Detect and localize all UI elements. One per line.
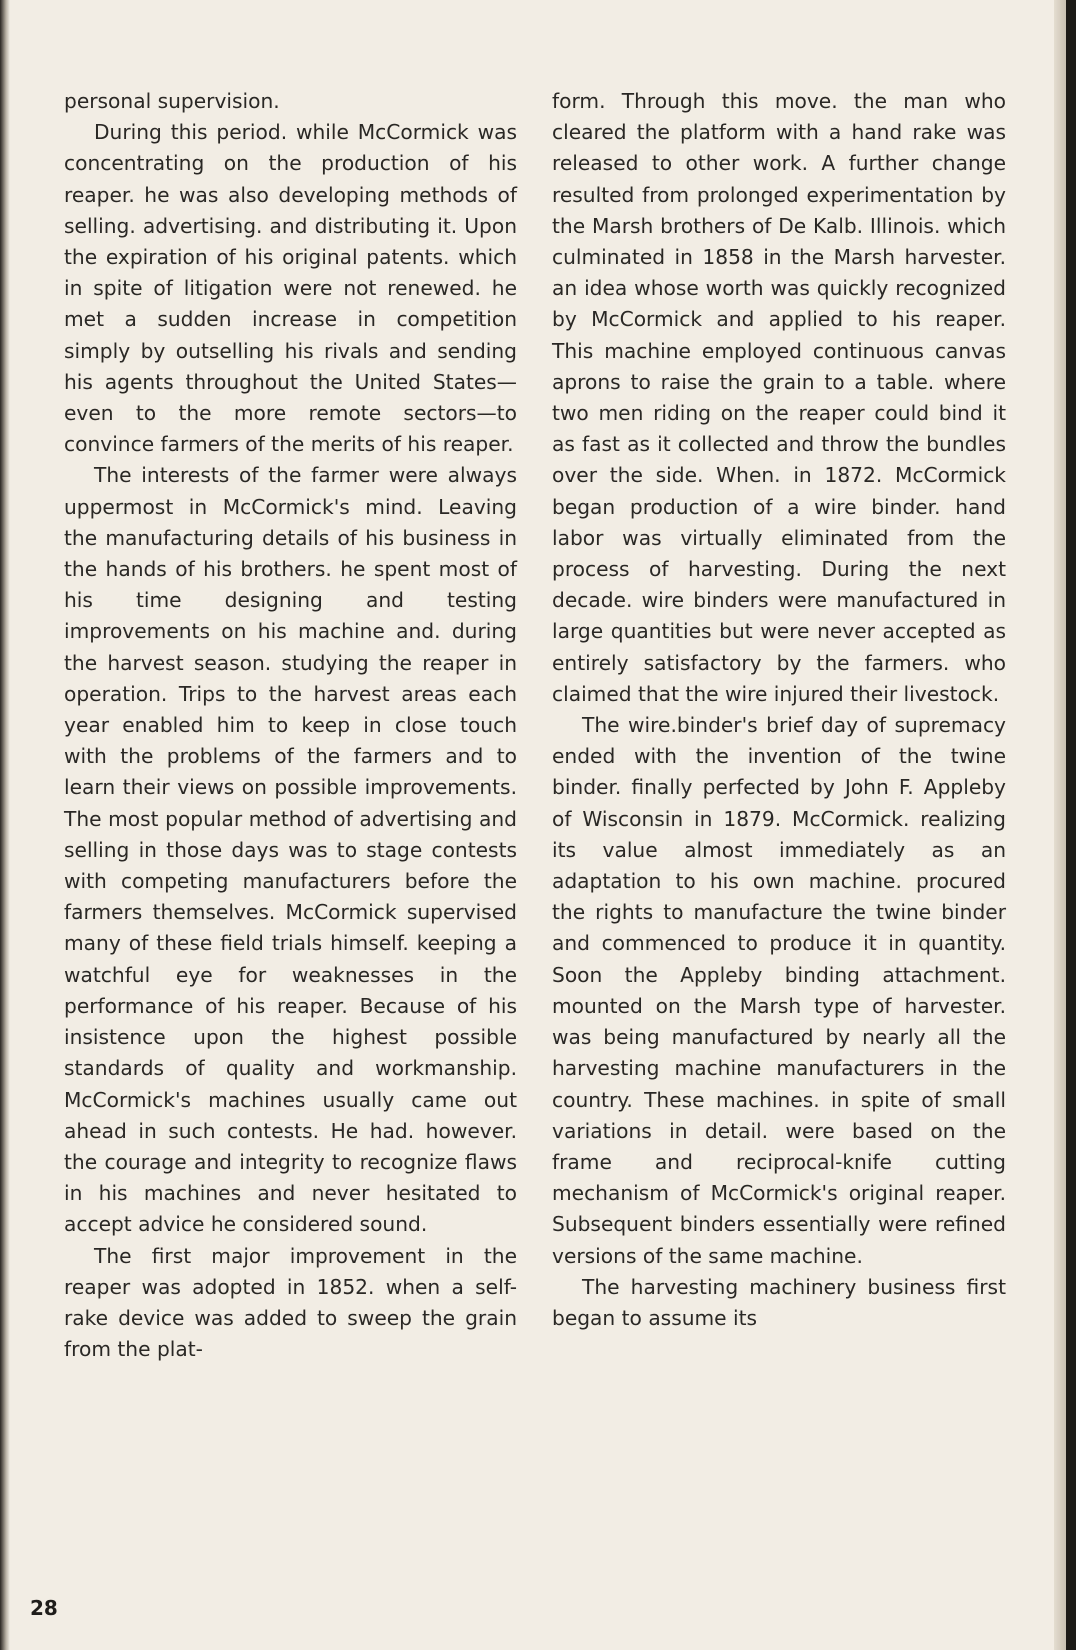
left-text-column [64,86,517,1365]
paragraph: form. Through this move. the man who cleared the platform with a hand rake was released to other work. A further change resulted from prolonged experimentation by the Marsh brothers of De Kalb. Illinois. which culminated in 1858 in the Marsh harvester. an idea whose worth was quickly recognized by McCormick and applied to his reaper. This machine employed continuous canvas aprons to raise the grain to a table. where two men riding on the reaper could bind it as fast as it collected and throw the bundles over the side. When. in 1872. McCormick began production of a wire binder. hand labor was virtually eliminated from the process of harvesting. During the next decade. wire binders were manufactured in large quantities but were never accepted as entirely satisfactory by the farmers. who claimed that the wire injured their livestock. [552,89,1006,706]
paragraph: The first major improvement in the reaper was adopted in 1852. when a self-rake device was added to sweep the grain from the plat- [64,1243,517,1362]
page-edge-shadow [1054,0,1066,1650]
page-number: 28 [30,1596,58,1620]
paragraph: personal supervision. [64,89,280,113]
paragraph: The wire.binder's brief day of supremacy ended with the invention of the twine binder. finally perfected by John F. Appleby of Wisconsin in 1879. McCormick. realizing its value almost immediately as an adaptation to his own machine. procured the rights to manufacture the twine binder and commenced to produce it in quantity. Soon the Appleby binding attachment. mounted on the Marsh type of harvester. was being manufactured by nearly all the harvesting machine manufacturers in the country. These machines. in spite of small variations in detail. were based on the frame and reciprocal-knife cutting mechanism of McCormick's original reaper. Subsequent binders essentially were refined versions of the same machine. [552,713,1006,1268]
paragraph: The interests of the farmer were always uppermost in McCormick's mind. Leaving the manufacturing details of his business in the hands of his brothers. he spent most of his time designing and testing improvements on his machine and. during the harvest season. studying the reaper in operation. Trips to the harvest areas each year enabled him to keep in close touch with the problems of the farmers and to learn their views on possible improvements. The most popular method of advertising and selling in those days was to stage contests with competing manufacturers before the farmers themselves. McCormick supervised many of these field trials himself. keeping a watchful eye for weaknesses in the performance of his reaper. Because of his insistence upon the highest possible standards of quality and workmanship. McCormick's machines usually came out ahead in such contests. He had. however. the courage and integrity to recognize flaws in his machines and never hesitated to accept advice he considered sound. [64,463,517,1237]
paragraph: During this period. while McCormick was concentrating on the production of his reaper. he was also developing methods of selling. advertising. and distributing it. Upon the expiration of his original patents. which in spite of litigation were not renewed. he met a sudden increase in competition simply by outselling his rivals and sending his agents throughout the United States—even to the more remote sectors—to convince farmers of the merits of his reaper. [64,120,517,457]
paragraph: The harvesting machinery business first began to assume its [552,1274,1006,1330]
right-text-column [552,86,1006,1334]
